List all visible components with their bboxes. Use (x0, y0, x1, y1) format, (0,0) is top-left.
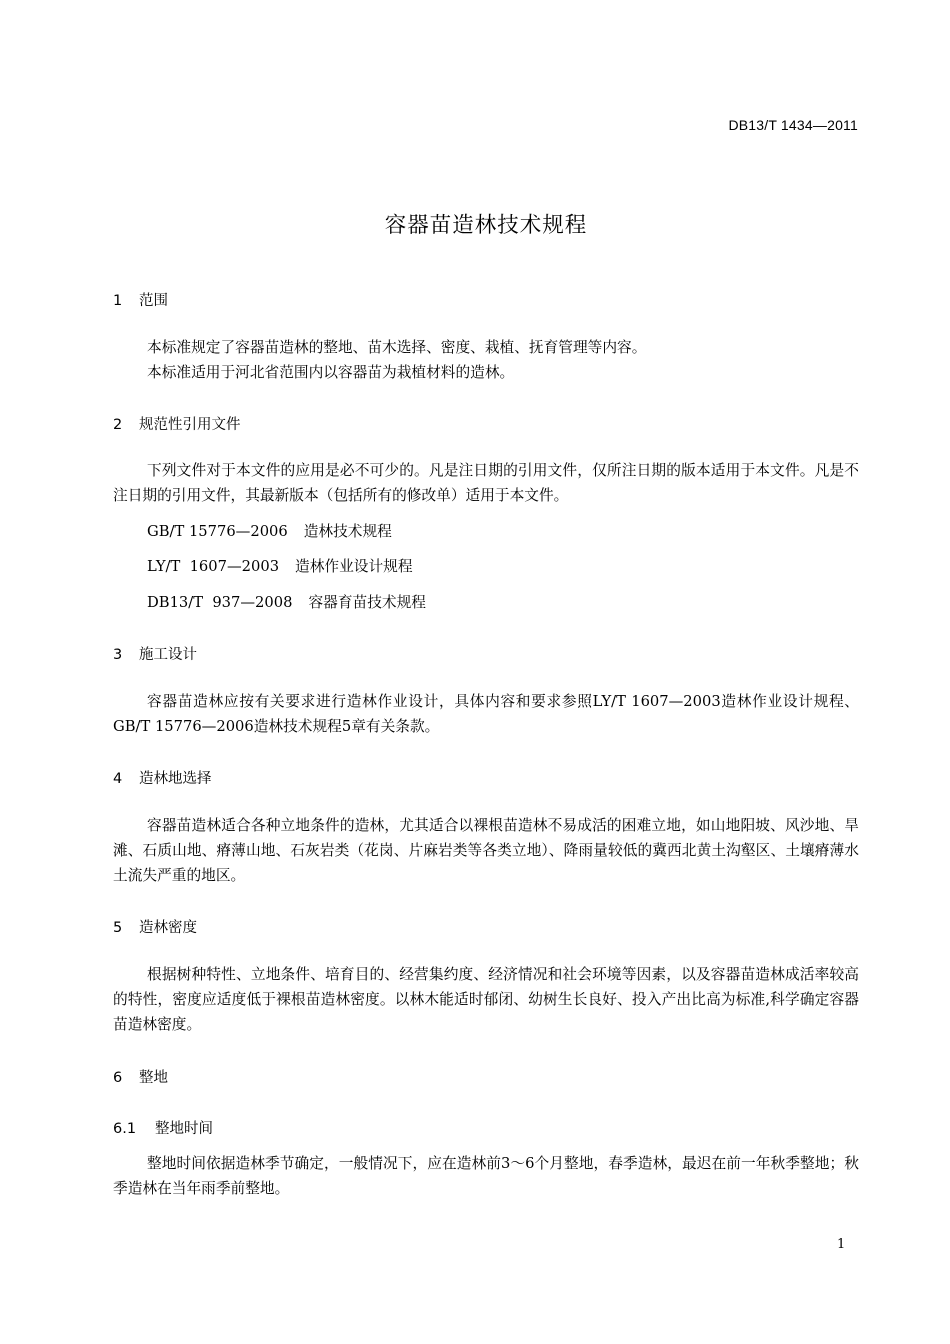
document-title: 容器苗造林技术规程 (384, 213, 588, 238)
section-title: 范围 (139, 293, 168, 309)
section-1-paragraph-1: 本标准规定了容器苗造林的整地、苗木选择、密度、栽植、抚育管理等内容。 (147, 339, 647, 356)
subsection-title: 整地时间 (155, 1121, 213, 1137)
section-5-heading (113, 916, 197, 937)
reference-item (147, 591, 426, 612)
section-3-heading (113, 643, 197, 664)
reference-name: 造林作业设计规程 (295, 558, 413, 575)
section-4-heading (113, 767, 212, 788)
section-6-heading (113, 1066, 168, 1087)
section-3-paragraph-1: 容器苗造林应按有关要求进行造林作业设计，具体内容和要求参照LY/T 1607—2003造林作业设计规程、GB/T 15776—2006造林技术规程5章有关条款。 (113, 693, 859, 735)
section-2-paragraph-1: 下列文件对于本文件的应用是必不可少的。凡是注日期的引用文件，仅所注日期的版本适用于本文件。凡是不注日期的引用文件，其最新版本（包括所有的修改单）适用于本文件。 (113, 462, 859, 504)
section-5-paragraph-1: 根据树种特性、立地条件、培育目的、经营集约度、经济情况和社会环境等因素，以及容器苗造林成活率较高的特性，密度应适度低于裸根苗造林密度。以林木能适时郁闭、幼树生长良好、投入产出比高为标准,科学确定容器苗造林密度。 (113, 966, 859, 1033)
section-title: 施工设计 (139, 647, 197, 663)
section-number: 2 (113, 417, 123, 433)
page-number: 1 (837, 1237, 846, 1252)
reference-item (147, 555, 413, 576)
subsection-number: 6.1 (113, 1121, 137, 1137)
section-number: 6 (113, 1070, 123, 1086)
reference-code: GB/T 15776—2006 (147, 523, 288, 540)
reference-name: 容器育苗技术规程 (308, 594, 426, 611)
section-number: 1 (113, 293, 123, 309)
section-title: 造林密度 (139, 920, 197, 936)
section-number: 5 (113, 920, 123, 936)
section-4-paragraph-1: 容器苗造林适合各种立地条件的造林，尤其适合以裸根苗造林不易成活的困难立地，如山地阳坡、风沙地、旱滩、石质山地、瘠薄山地、石灰岩类（花岗、片麻岩类等各类立地）、降雨量较低的冀西北黄土沟壑区、土壤瘠薄水土流失严重的地区。 (113, 817, 859, 884)
reference-code: DB13/T 937—2008 (147, 594, 293, 611)
section-title: 造林地选择 (139, 771, 212, 787)
reference-name: 造林技术规程 (303, 523, 392, 540)
section-number: 4 (113, 771, 123, 787)
section-title: 整地 (139, 1070, 168, 1086)
section-1-heading (113, 289, 168, 310)
standard-code: DB13/T 1434—2011 (728, 117, 858, 133)
subsection-6-1-heading (113, 1117, 213, 1138)
section-1-paragraph-2: 本标准适用于河北省范围内以容器苗为栽植材料的造林。 (147, 364, 515, 381)
subsection-6-1-paragraph-1: 整地时间依据造林季节确定，一般情况下，应在造林前3～6个月整地，春季造林，最迟在前一年秋季整地；秋季造林在当年雨季前整地。 (113, 1155, 859, 1197)
section-2-heading (113, 413, 241, 434)
reference-code: LY/T 1607—2003 (147, 558, 280, 575)
section-number: 3 (113, 647, 123, 663)
section-title: 规范性引用文件 (139, 417, 241, 433)
reference-item (147, 520, 392, 541)
